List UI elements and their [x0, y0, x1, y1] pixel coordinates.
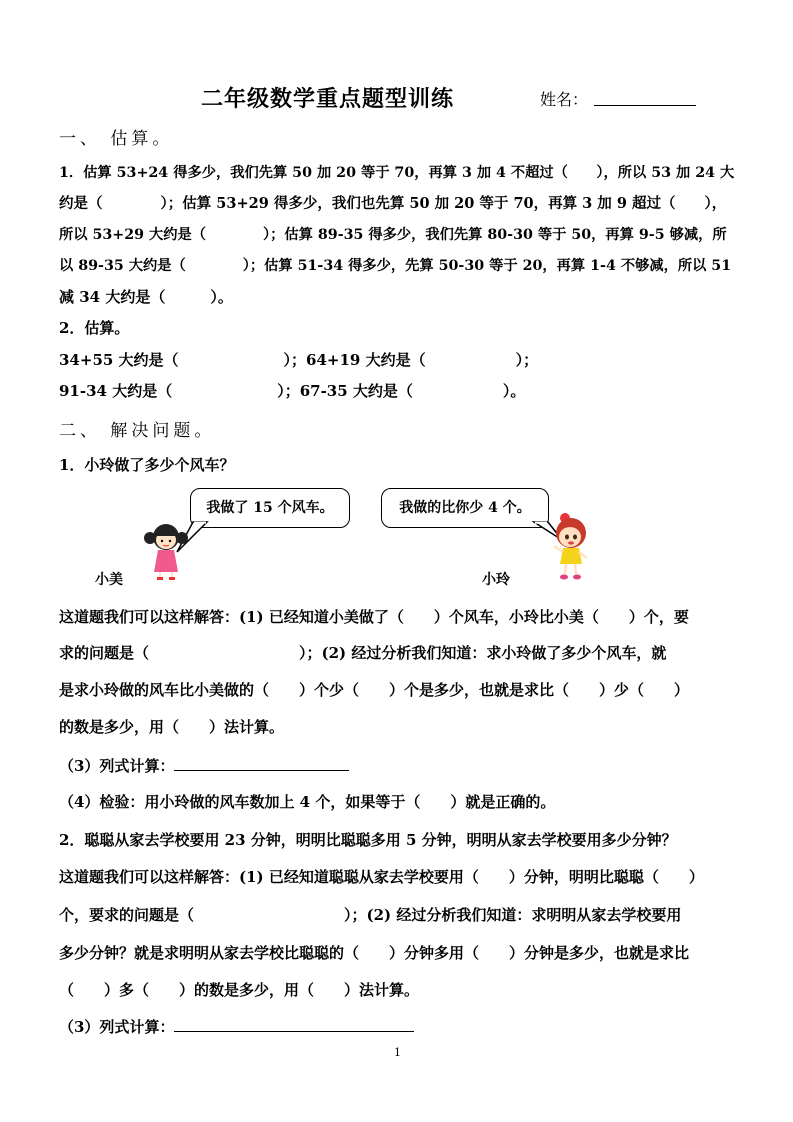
s2-p2-line: 个，要求的问题是（ ）；(2) 经过分析我们知道：求明明从家去学校要用 — [59, 906, 682, 924]
s2-p1-step3 — [59, 756, 349, 776]
s2-p1-step4: （4）检验：用小玲做的风车数加上 4 个，如果等于（ ）就是正确的。 — [59, 793, 556, 811]
section2-heading: 二、 解决问题。 — [59, 421, 216, 441]
page-title: 二年级数学重点题型训练 — [201, 87, 455, 112]
s2-p1-line: 的数是多少，用（ ）法计算。 — [59, 718, 285, 736]
s1-q2-title: 2．估算。 — [59, 319, 130, 337]
s2-p2-title: 2．聪聪从家去学校要用 23 分钟，明明比聪聪多用 5 分钟，明明从家去学校要用多少分钟？ — [59, 831, 677, 849]
s2-p2-line: 这道题我们可以这样解答：(1) 已经知道聪聪从家去学校要用（ ）分钟，明明比聪聪（ ） — [59, 868, 704, 886]
name-label: 姓名： — [540, 90, 589, 109]
name-blank-line[interactable] — [594, 105, 696, 106]
s1-q1-line: 约是（ ）；估算 53+29 得多少，我们也先算 50 加 20 等于 70，再算 3 加 9 超过（ ）， — [59, 195, 727, 212]
s1-q1-line: 减 34 大约是（ ）。 — [59, 288, 233, 306]
s1-q1-line: 所以 53+29 大约是（ ）；估算 89-35 得多少，我们先算 80-30 等于 50，再算 9-5 够减，所 — [59, 227, 727, 243]
speech-bubble-xiaoling: 我做的比你少 4 个。 — [381, 488, 549, 528]
label-xiaoling: 小玲 — [482, 572, 510, 588]
section1-heading: 一、 估算。 — [59, 129, 174, 149]
s2-p1-step3-label: （3）列式计算： — [59, 757, 175, 775]
s1-q2-row: 91-34 大约是（ ）；67-35 大约是（ ）。 — [59, 382, 526, 400]
s2-p1-line: 求的问题是（ ）；(2) 经过分析我们知道：求小玲做了多少个风车，就 — [59, 644, 667, 662]
s1-q1-line: 1．估算 53+24 得多少，我们先算 50 加 20 等于 70，再算 3 加 4 不超过（ ），所以 53 加 24 大 — [59, 165, 735, 181]
s2-p1-answer-line[interactable] — [174, 756, 349, 771]
xiaoling-girl-illustration — [548, 512, 594, 582]
s2-p2-line: 多少分钟？就是求明明从家去学校比聪聪的（ ）分钟多用（ ）分钟是多少，也就是求比 — [59, 944, 690, 962]
s2-p2-step3 — [59, 1017, 414, 1037]
s2-p1-line: 是求小玲做的风车比小美做的（ ）个少（ ）个是多少，也就是求比（ ）少（ ） — [59, 681, 690, 699]
s1-q1-line: 以 89-35 大约是（ ）；估算 51-34 得多少，先算 50-30 等于 20，再算 1-4 不够减，所以 51 — [59, 258, 732, 274]
xiaomei-girl-illustration — [141, 518, 191, 580]
s2-p2-step3-label: （3）列式计算： — [59, 1018, 175, 1036]
label-xiaomei: 小美 — [95, 572, 123, 588]
s1-q2-row: 34+55 大约是（ ）；64+19 大约是（ ）； — [59, 351, 539, 369]
page-number: 1 — [394, 1046, 401, 1059]
s2-p2-answer-line[interactable] — [174, 1017, 414, 1032]
speech-bubble-xiaomei: 我做了 15 个风车。 — [190, 488, 350, 528]
s2-p1-title: 1．小玲做了多少个风车？ — [59, 456, 235, 474]
s2-p1-line: 这道题我们可以这样解答：(1) 已经知道小美做了（ ）个风车，小玲比小美（ ）个，要 — [59, 608, 689, 626]
s2-p2-line: （ ）多（ ）的数是多少，用（ ）法计算。 — [59, 981, 420, 999]
